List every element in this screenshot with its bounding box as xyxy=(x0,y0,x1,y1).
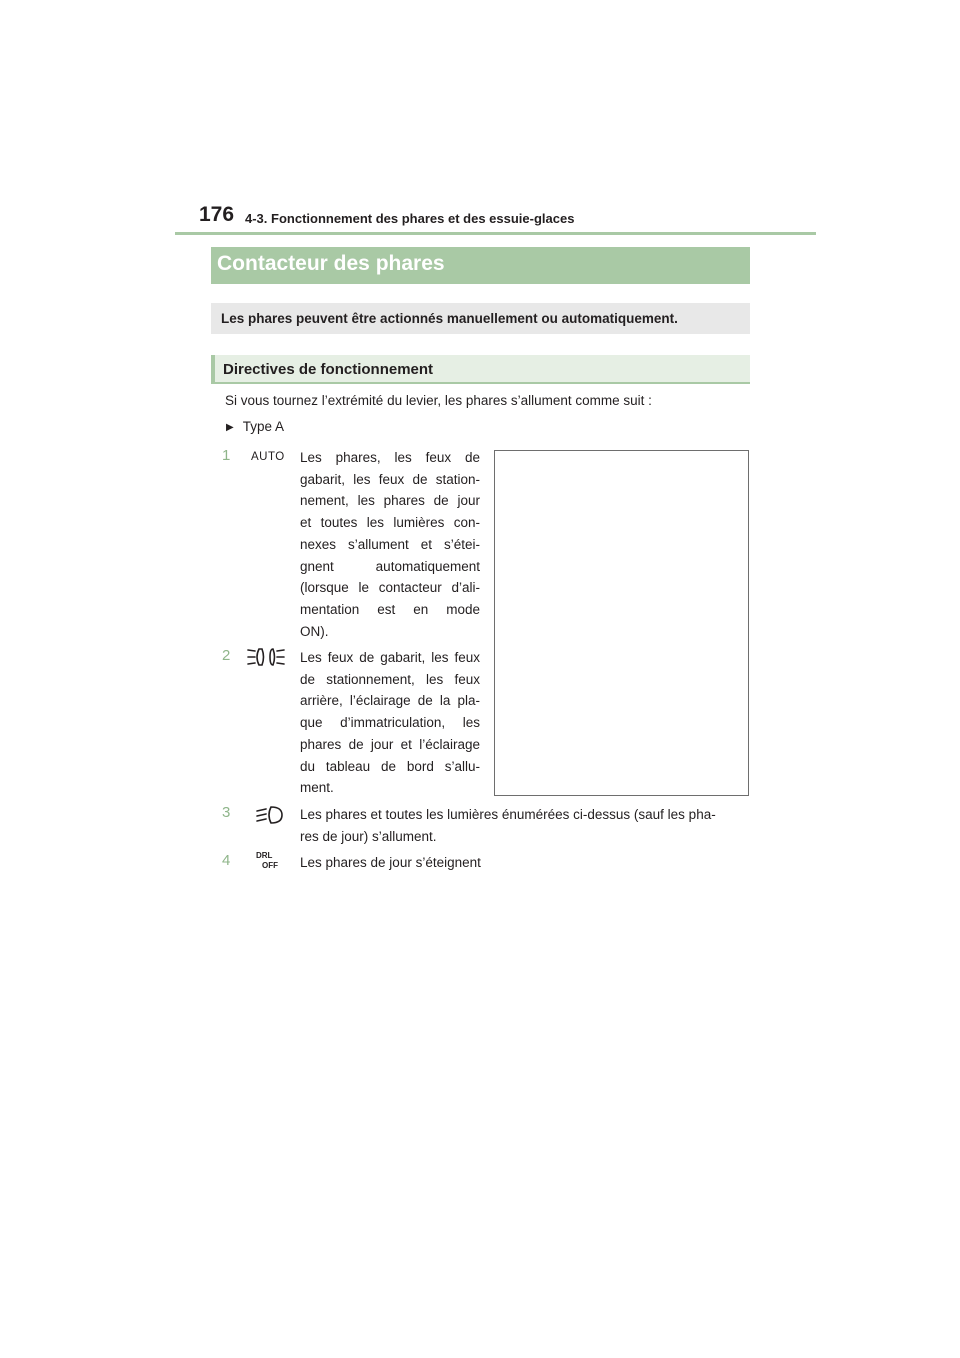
text-line: et toutes les lumières con- xyxy=(300,515,480,531)
text-line: res de jour) s’allument. xyxy=(300,828,437,844)
intro-text: Les phares peuvent être actionnés manuellement ou automatiquement. xyxy=(221,311,678,326)
text-line: gabarit, les feux de station- xyxy=(300,471,480,487)
text-line: ON). xyxy=(300,623,329,639)
item-text-2 xyxy=(300,647,480,799)
text-line: Les phares, les feux de xyxy=(300,450,480,465)
running-head: 4-3. Fonctionnement des phares et des essuie-glaces xyxy=(245,211,575,226)
drl-off-icon xyxy=(256,851,278,871)
item-text-1 xyxy=(300,447,480,642)
text-line: nexes s’allument et s’étei- xyxy=(300,536,480,552)
text-line: de stationnement, les feux xyxy=(300,671,480,687)
item-number-3: 3 xyxy=(222,804,231,821)
figure-box xyxy=(494,450,749,796)
tail-light-icon xyxy=(246,646,286,673)
text-line: mentation est en mode xyxy=(300,601,480,617)
item-number-1: 1 xyxy=(222,447,231,464)
text-line: ment. xyxy=(300,780,334,796)
text-line: phares de jour et l’éclairage xyxy=(300,736,480,752)
lead-text: Si vous tournez l’extrémité du levier, les phares s’allument comme suit : xyxy=(225,393,652,408)
page-number: 176 xyxy=(199,203,235,226)
item-number-2: 2 xyxy=(222,647,231,664)
header-rule xyxy=(175,232,816,235)
text-line: gnent automatiquement xyxy=(300,558,480,574)
triangle-bullet-icon: ▶ xyxy=(226,422,234,433)
item-text-3 xyxy=(300,804,750,847)
type-label xyxy=(226,419,284,434)
type-label-text: Type A xyxy=(242,419,284,434)
headlight-icon xyxy=(255,804,285,831)
text-line: Les phares de jour s’éteignent xyxy=(300,855,481,870)
text-line: Les feux de gabarit, les feux xyxy=(300,650,480,665)
text-line: (lorsque le contacteur d’ali- xyxy=(300,580,480,596)
auto-icon: AUTO xyxy=(251,451,285,463)
text-line: arrière, l’éclairage de la pla- xyxy=(300,693,480,709)
text-line: que d’immatriculation, les xyxy=(300,715,480,731)
section-banner xyxy=(211,247,750,284)
section-title: Contacteur des phares xyxy=(217,252,445,275)
item-text-4 xyxy=(300,852,750,874)
subsection-heading xyxy=(211,355,750,384)
text-line: Les phares et toutes les lumières énumérées ci-dessus (sauf les pha- xyxy=(300,807,716,822)
drl-label: DRL xyxy=(256,851,273,860)
text-line: du tableau de bord s’allu- xyxy=(300,758,480,774)
item-number-4: 4 xyxy=(222,852,231,869)
text-line: nement, les phares de jour xyxy=(300,493,480,509)
off-label: OFF xyxy=(262,861,278,870)
subsection-title: Directives de fonctionnement xyxy=(223,361,434,378)
intro-box xyxy=(211,303,750,334)
